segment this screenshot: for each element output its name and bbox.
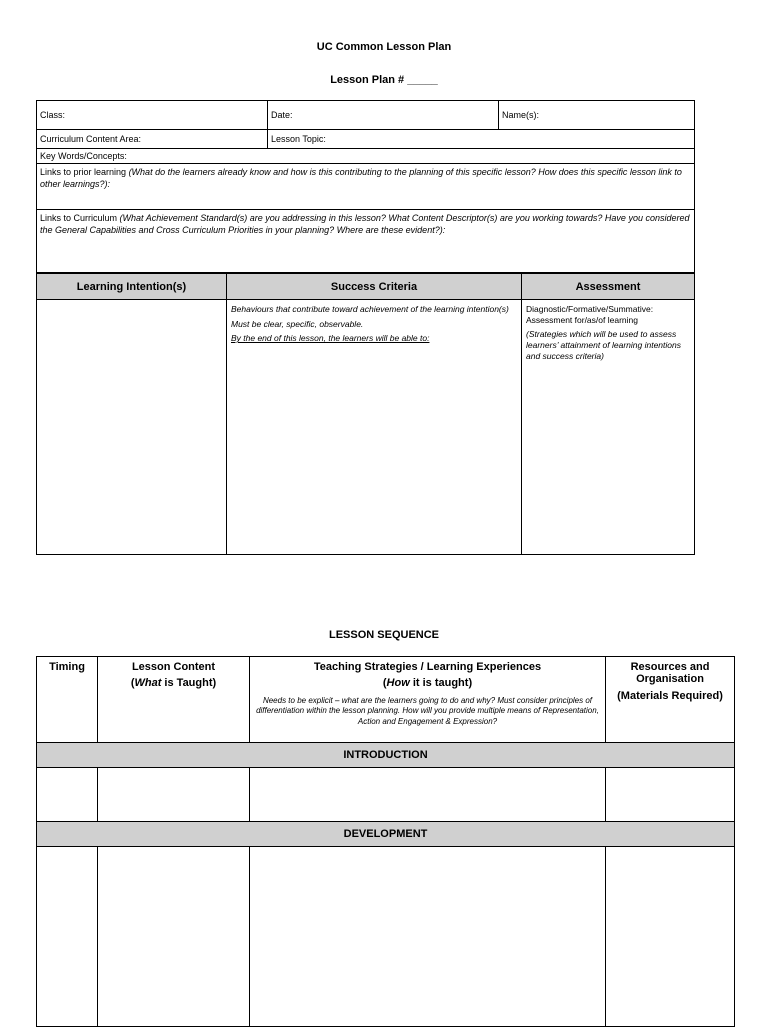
- curriculum-links-label: Links to Curriculum: [40, 213, 118, 223]
- resources-subtitle: (Materials Required): [617, 690, 723, 702]
- dev-content-cell[interactable]: [98, 847, 250, 1027]
- document-title: UC Common Lesson Plan: [316, 41, 452, 53]
- intro-content-cell[interactable]: [98, 768, 250, 822]
- prior-learning-label: Links to prior learning: [40, 167, 127, 177]
- assessment-line-2: Assessment for/as/of learning: [526, 314, 638, 325]
- curriculum-links-field[interactable]: [37, 210, 695, 273]
- development-band: DEVELOPMENT: [37, 822, 735, 847]
- timing-header: Timing: [37, 657, 98, 743]
- learning-intentions-header: Learning Intention(s): [37, 274, 227, 300]
- assessment-cell[interactable]: [522, 300, 695, 555]
- intro-strategies-cell[interactable]: [250, 768, 606, 822]
- learning-table: [36, 273, 695, 555]
- success-criteria-header: Success Criteria: [227, 274, 522, 300]
- dev-timing-cell[interactable]: [37, 847, 98, 1027]
- lesson-sequence-table: [36, 656, 735, 1027]
- prior-learning-field[interactable]: [37, 164, 695, 210]
- resources-header: [606, 657, 735, 743]
- teaching-strategies-title: Teaching Strategies / Learning Experiences: [313, 661, 542, 673]
- assessment-line-1: Diagnostic/Formative/Summative:: [526, 304, 654, 314]
- dev-resources-cell[interactable]: [606, 847, 735, 1027]
- names-field[interactable]: Name(s):: [499, 101, 695, 130]
- teaching-strategies-subtitle-rest: it is taught): [409, 677, 473, 689]
- lesson-content-header: [98, 657, 250, 743]
- introduction-band: INTRODUCTION: [37, 743, 735, 768]
- curriculum-links-prompt: (What Achievement Standard(s) are you addressing in this lesson? What Content Descriptor(s) are you working towards? Have you considered the General Capabilities and Cross Curriculum Priorities in your planning? Where are these evident?):: [40, 213, 690, 235]
- teaching-strategies-subtitle: (How it is taught): [382, 677, 473, 689]
- lesson-sequence-title: LESSON SEQUENCE: [328, 629, 440, 641]
- assessment-header: Assessment: [522, 274, 695, 300]
- assessment-line-3: (Strategies which will be used to assess learners’ attainment of learning intentions and success criteria): [526, 329, 681, 361]
- prior-learning-prompt: (What do the learners already know and how is this contributing to the planning of this specific lesson? How does this specific lesson link to other learnings?):: [40, 167, 682, 189]
- lesson-content-what: What: [134, 677, 162, 689]
- success-criteria-cell[interactable]: [227, 300, 522, 555]
- success-criteria-line-3: By the end of this lesson, the learners will be able to:: [231, 333, 430, 344]
- teaching-strategies-header: [250, 657, 606, 743]
- lesson-plan-number: Lesson Plan # _____: [330, 74, 438, 86]
- teaching-strategies-how: How: [386, 677, 410, 689]
- intro-resources-cell[interactable]: [606, 768, 735, 822]
- lesson-topic-field[interactable]: Lesson Topic:: [268, 130, 695, 149]
- lesson-content-subtitle-rest: is Taught): [161, 677, 217, 689]
- plan-details-table: [36, 100, 695, 273]
- lesson-content-title: Lesson Content: [131, 661, 216, 673]
- success-criteria-line-1: Behaviours that contribute toward achievement of the learning intention(s): [231, 304, 509, 314]
- dev-strategies-cell[interactable]: [250, 847, 606, 1027]
- date-field[interactable]: Date:: [268, 101, 499, 130]
- key-words-field[interactable]: Key Words/Concepts:: [37, 149, 695, 164]
- class-field[interactable]: Class:: [37, 101, 268, 130]
- learning-intentions-cell[interactable]: [37, 300, 227, 555]
- resources-title: Resources and Organisation: [630, 661, 710, 685]
- success-criteria-line-2: Must be clear, specific, observable.: [231, 318, 364, 329]
- lesson-content-subtitle: (What is Taught): [130, 677, 217, 689]
- teaching-strategies-note: Needs to be explicit – what are the learners going to do and why? Must consider principles of differentiation within the lesson planning. How will you provide multiple means of Representation, Action and Engagement & Expression?: [256, 696, 599, 726]
- intro-timing-cell[interactable]: [37, 768, 98, 822]
- curriculum-area-field[interactable]: Curriculum Content Area:: [37, 130, 268, 149]
